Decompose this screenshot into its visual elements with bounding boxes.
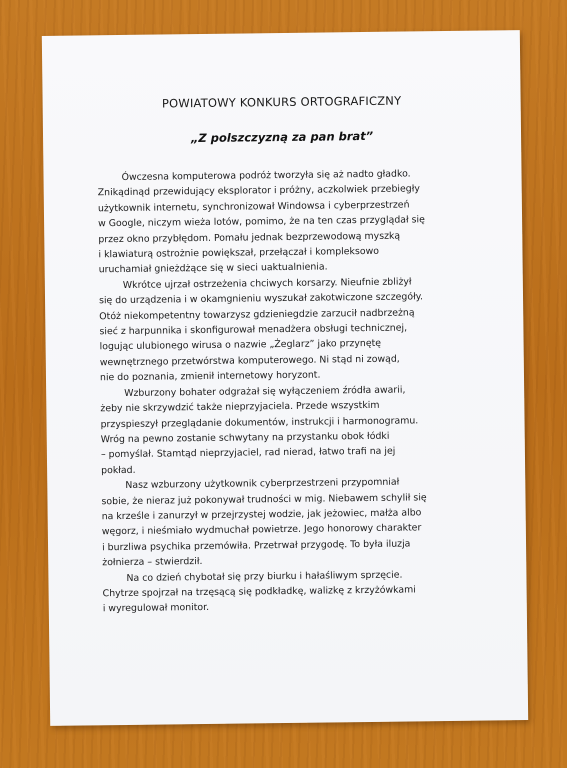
paper-sheet xyxy=(42,30,528,726)
paragraph-line: przyspieszył przeglądanie dokumentów, instrukcji i harmonogramu. xyxy=(100,414,419,430)
document-subtitle: „Z polszczyzną za pan brat” xyxy=(190,128,374,146)
paragraph-line: przez okno przybłędom. Pomału jednak bezprzewodową myszką xyxy=(98,230,401,245)
paragraph-line: nie do poznania, zmienił internetowy horyzont. xyxy=(99,369,321,384)
paragraph-line: się do urządzenia i w okamgnieniu wyszukał zakotwiczone szczegóły. xyxy=(98,291,423,307)
paragraph-line: sobie, że nieraz już pokonywał trudności w mig. Niebawem schylił się xyxy=(101,491,427,507)
paragraph-line: i wyregulował monitor. xyxy=(102,602,210,615)
paragraph-line: żołnierza – stwierdził. xyxy=(102,556,203,569)
document-body xyxy=(97,165,502,617)
paragraph-line: Znikądinąd przewidujący eksplorator i próżny, aczkolwiek przebiegły xyxy=(97,183,420,199)
paragraph-line: na krześle i zanurzył w przejrzystej wodzie, jak jeżowiec, małża albo xyxy=(101,507,422,523)
paragraph-line: Wróg na pewno zostanie schwytany na przystanku obok łódki xyxy=(100,430,390,446)
paragraph-line: Na co dzień chybotał się przy biurku i hałaśliwym sprzęcie. xyxy=(126,569,403,584)
document-title: POWIATOWY KONKURS ORTOGRAFICZNY xyxy=(161,93,402,111)
paragraph-line: węgorz, i nieśmiało wydmuchał powietrze. Jego honorowy charakter xyxy=(101,522,422,538)
paragraph-line: i burzliwa psychika przemówiła. Przetrwał przygodę. To była iluzja xyxy=(101,538,411,553)
paragraph-line: Wzburzony bohater odgrażał się wyłączeniem źródła awarii, xyxy=(124,384,406,399)
paragraph-line: użytkownik internetu, synchronizował Windowsa i cyberprzestrzeń xyxy=(97,199,410,215)
paragraph-line: żeby nie skrzywdzić także nieprzyjaciela. Przede wszystkim xyxy=(100,399,380,415)
paragraph-line: Nasz wzburzony użytkownik cyberprzestrzeni przypomniał xyxy=(125,476,400,492)
paragraph-line: pokład. xyxy=(101,464,136,476)
paragraph-line: – pomyślał. Stamtąd nieprzyjaciel, rad nierad, łatwo trafi na jej xyxy=(100,445,396,461)
paragraph-line: Chytrze spojrzał na trzęsącą się podkładkę, walizkę z krzyżówkami xyxy=(102,584,416,600)
paragraph-line: Otóż niekompetentny towarzysz gdzieniegdzie zarzucił nadbrzeżną xyxy=(99,307,415,322)
paragraph-line: i klawiaturą ostrożnie powiększał, przełączał i kompleksowo xyxy=(98,245,380,261)
paragraph-line: logując ulubionego wirusa o nazwie „Żeglarz” jako przynętę xyxy=(99,338,382,353)
paragraph-line: wewnętrznego przetwórstwa komputerowego. Ni stąd ni zowąd, xyxy=(99,353,400,369)
paragraph-line: sieć z harpunnika i skonfigurował menadżera obsługi technicznej, xyxy=(99,322,408,338)
paragraph-line: uruchamiał gnieżdżące się w sieci uaktualnienia. xyxy=(98,261,328,276)
paragraph-line: w Google, niczym wieża lotów, pomimo, że na ten czas przyglądał się xyxy=(98,214,425,230)
paragraph-line: Ówczesna komputerowa podróż tworzyła się aż nadto gładko. xyxy=(121,168,411,183)
paragraph-line: Wkrótce ujrzał ostrzeżenia chciwych korsarzy. Nieufnie zbliżył xyxy=(122,276,412,291)
